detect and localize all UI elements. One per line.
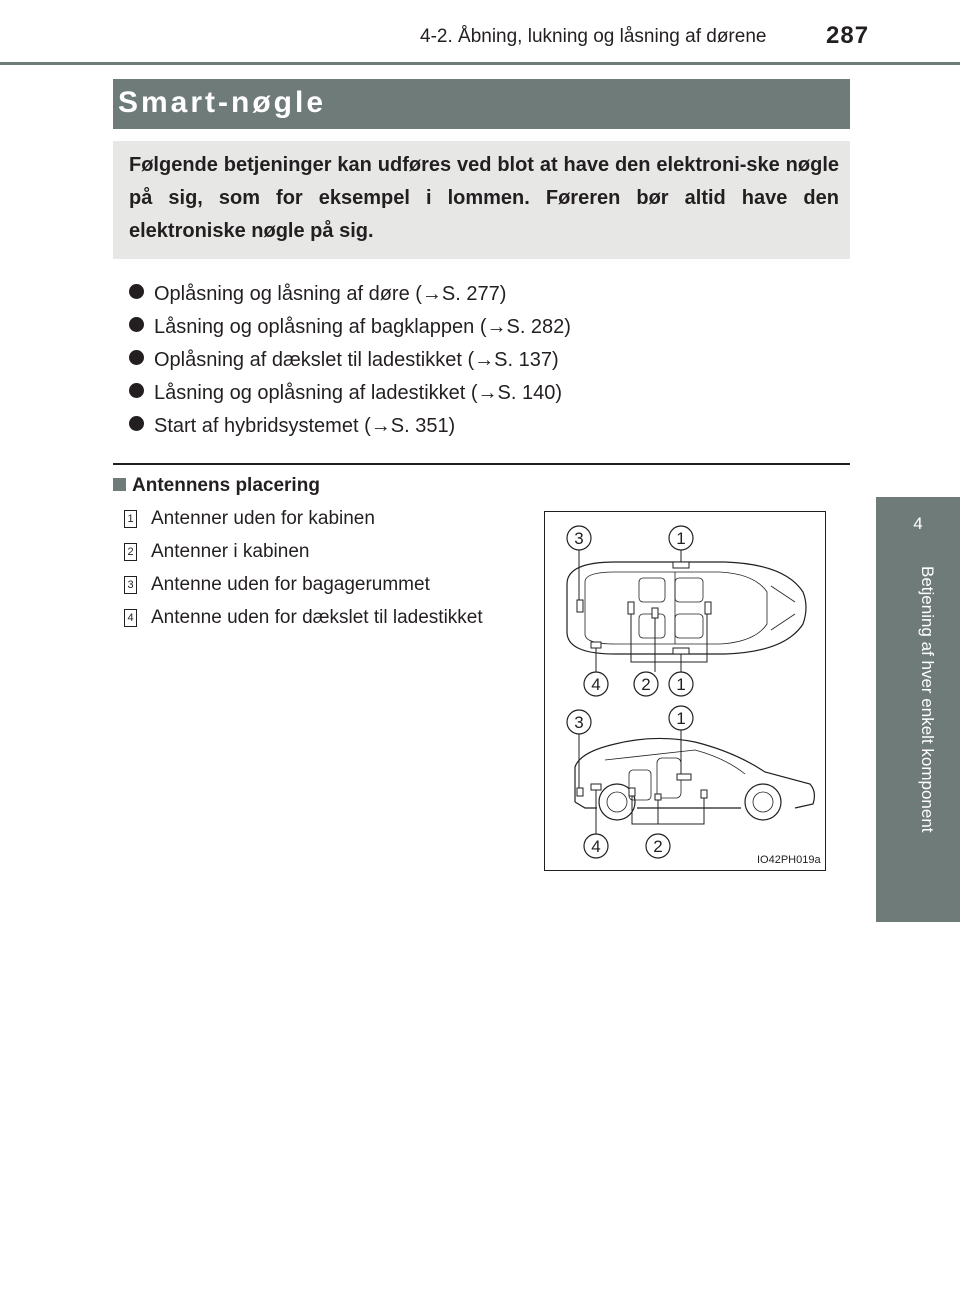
legend-item: [124, 607, 483, 629]
callout-label: 1: [676, 529, 686, 548]
legend-text: Antenner i kabinen: [151, 541, 310, 562]
bullet-text: Låsning og oplåsning af ladestikket (→S. 140): [154, 382, 563, 404]
legend-text: Antenner uden for kabinen: [151, 508, 375, 529]
bullet-item: [129, 349, 559, 379]
page-number: 287: [826, 22, 870, 49]
square-bullet-icon: [113, 478, 126, 491]
intro-text: Følgende betjeninger kan udføres ved blot at have den elektroni-ske nøgle på sig, som for eksempel i lommen. Føreren bør altid have den elektroniske nøgle på sig.: [129, 154, 839, 242]
bullet-item: [129, 382, 562, 412]
callout-label: 2: [653, 837, 663, 856]
subsection-title: Antennens placering: [132, 475, 320, 496]
running-header: 4-2. Åbning, lukning og låsning af dørene: [420, 26, 767, 47]
callout-label: 3: [574, 529, 584, 548]
callout-label: 1: [676, 709, 686, 728]
header-rule: [0, 62, 960, 65]
bullet-icon: [129, 350, 144, 365]
bullet-icon: [129, 284, 144, 299]
bullet-text: Oplåsning og låsning af døre (→S. 277): [154, 283, 507, 305]
chapter-number: 4: [913, 514, 923, 533]
figure-code: IO42PH019a: [757, 854, 821, 866]
chapter-title: Betjening af hver enkelt komponent: [918, 566, 937, 833]
callout-number: 1: [124, 510, 137, 528]
bullet-item: [129, 283, 506, 313]
leader-lines-side: [579, 730, 704, 834]
bullet-text: Start af hybridsystemet (→S. 351): [154, 415, 456, 437]
callout-label: 1: [676, 675, 686, 694]
callout-number: 2: [124, 543, 137, 561]
legend-item: [124, 574, 430, 596]
bullet-icon: [129, 317, 144, 332]
legend-item: [124, 541, 309, 563]
legend-text: Antenne uden for bagagerummet: [151, 574, 430, 595]
callout-label: 2: [641, 675, 651, 694]
callout-label: 4: [591, 675, 601, 694]
section-divider: [113, 463, 850, 465]
car-side-view-icon: [575, 738, 814, 820]
car-top-view-icon: [567, 562, 806, 654]
bullet-icon: [129, 416, 144, 431]
bullet-icon: [129, 383, 144, 398]
section-title: Smart-nøgle: [118, 86, 327, 119]
bullet-text: Låsning og oplåsning af bagklappen (→S. 282): [154, 316, 571, 338]
subsection-heading: [113, 475, 320, 497]
antenna-location-figure: [544, 511, 826, 871]
callout-label: 4: [591, 837, 601, 856]
legend-item: [124, 508, 375, 530]
bullet-item: [129, 415, 455, 445]
callout-number: 3: [124, 576, 137, 594]
legend-text: Antenne uden for dækslet til ladestikket: [151, 607, 483, 628]
antenna-markers-top: [577, 562, 711, 654]
bullet-item: [129, 316, 571, 346]
callout-number: 4: [124, 609, 137, 627]
bullet-text: Oplåsning af dækslet til ladestikket (→S. 137): [154, 349, 559, 371]
callout-label: 3: [574, 713, 584, 732]
car-diagram: [545, 512, 825, 870]
